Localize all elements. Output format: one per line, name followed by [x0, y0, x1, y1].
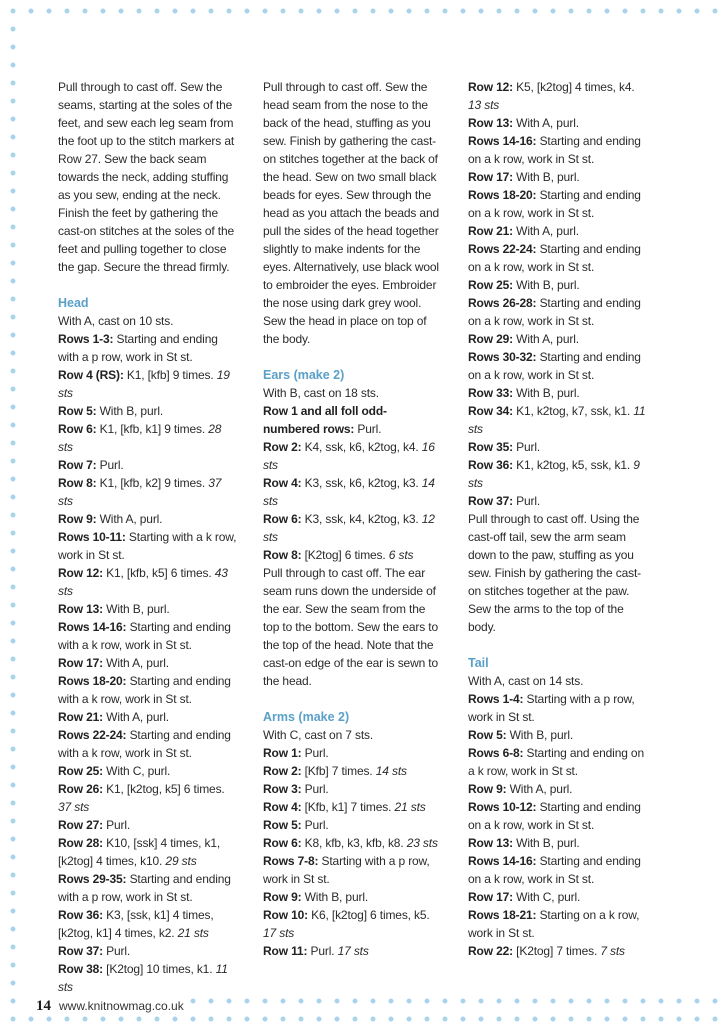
pattern-paragraph	[58, 780, 238, 816]
instruction-text: Starting and ending with a k row, work in St st.	[58, 674, 231, 706]
instruction-text: Starting and ending with a p row, work in St st.	[58, 332, 218, 364]
stitch-count: 37 sts	[58, 476, 222, 508]
pattern-paragraph	[468, 438, 648, 456]
instruction-text: Pull through to cast off. Using the cast-off tail, sew the arm seam down to the paw, stuffing as you sew. Finish by gathering the cast-on stitches together at the paw. Sew the arms to the top of the body.	[468, 512, 641, 634]
instruction-text: Pull through to cast off. Sew the head seam from the nose to the back of the head, stuffing as you sew. Finish by gathering the cast-on stitches together at the back of the head. Sew on two small black beads for eyes. Sew through the head as you attach the beads and pull the sides of the head together slightly to make indents for the eyes. Alternatively, use black wool to embroider the eyes. Embroider the nose using dark grey wool. Sew the head in place on top of the body.	[263, 80, 440, 346]
pattern-columns	[58, 78, 648, 996]
pattern-paragraph	[468, 294, 648, 330]
pattern-paragraph	[58, 402, 238, 420]
instruction-text: K1, [kfb, k5] 6 times.	[102, 566, 215, 580]
row-label: Row 37:	[468, 494, 513, 508]
row-label: Rows 18-20:	[468, 188, 537, 202]
pattern-paragraph	[263, 402, 443, 438]
pattern-paragraph	[58, 906, 238, 942]
instruction-text: K4, ssk, k6, k2tog, k4.	[301, 440, 422, 454]
instruction-text: Purl.	[354, 422, 382, 436]
pattern-paragraph	[58, 366, 238, 402]
row-label: Row 11:	[263, 944, 308, 958]
pattern-paragraph	[263, 78, 443, 348]
row-label: Row 21:	[58, 710, 103, 724]
page-footer	[28, 996, 190, 1016]
row-label: Row 4:	[263, 800, 302, 814]
row-label: Row 5:	[468, 728, 507, 742]
pattern-paragraph	[468, 240, 648, 276]
stitch-count: 29 sts	[165, 854, 197, 868]
instruction-text: With B, purl.	[506, 728, 574, 742]
row-label: Row 29:	[468, 332, 513, 346]
row-label: Row 17:	[468, 890, 513, 904]
row-label: Row 6:	[58, 422, 97, 436]
stitch-count: 16 sts	[263, 440, 435, 472]
row-label: Row 38:	[58, 962, 103, 976]
row-label: Row 37:	[58, 944, 103, 958]
pattern-paragraph	[58, 618, 238, 654]
pattern-paragraph	[468, 672, 648, 690]
instruction-text: Starting and ending with a k row, work in St st.	[58, 620, 231, 652]
pattern-paragraph	[58, 870, 238, 906]
row-label: Rows 10-11:	[58, 530, 126, 544]
instruction-text: Purl.	[102, 944, 131, 958]
pattern-paragraph	[468, 690, 648, 726]
row-label: Rows 6-8:	[468, 746, 524, 760]
stitch-count: 6 sts	[388, 548, 414, 562]
row-label: Row 5:	[263, 818, 302, 832]
instruction-text: With A, purl.	[102, 656, 169, 670]
pattern-paragraph	[263, 474, 443, 510]
instruction-text: Starting and ending on a k row, work in St st.	[468, 800, 641, 832]
instruction-text: Purl.	[301, 746, 329, 760]
row-label: Rows 14-16:	[468, 854, 537, 868]
row-label: Row 10:	[263, 908, 308, 922]
row-label: Row 13:	[468, 116, 513, 130]
instruction-text: With A, purl.	[102, 710, 169, 724]
pattern-paragraph	[468, 186, 648, 222]
row-label: Rows 14-16:	[468, 134, 537, 148]
instruction-text: With B, purl.	[512, 170, 580, 184]
magazine-url[interactable]: www.knitnowmag.co.uk	[59, 999, 184, 1013]
row-label: Row 13:	[58, 602, 103, 616]
row-label: Rows 30-32:	[468, 350, 537, 364]
pattern-paragraph	[58, 726, 238, 762]
instruction-text: Starting with a p row, work in St st.	[263, 854, 430, 886]
instruction-text: [K2tog] 6 times.	[301, 548, 389, 562]
instruction-text: Purl.	[512, 494, 541, 508]
pattern-paragraph	[468, 348, 648, 384]
instruction-text: Starting and ending on a k row, work in St st.	[468, 350, 641, 382]
row-label: Row 25:	[468, 278, 513, 292]
stitch-count: 21 sts	[177, 926, 209, 940]
row-label: Row 36:	[58, 908, 103, 922]
stitch-count: 14 sts	[375, 764, 407, 778]
instruction-text: Starting on a k row, work in St st.	[468, 908, 640, 940]
instruction-text: K1, [kfb, k1] 9 times.	[96, 422, 209, 436]
row-label: Row 25:	[58, 764, 103, 778]
row-label: Row 34:	[468, 404, 513, 418]
row-label: Rows 22-24:	[468, 242, 537, 256]
instruction-text: K8, kfb, k3, kfb, k8.	[301, 836, 407, 850]
instruction-text: [Kfb, k1] 7 times.	[301, 800, 395, 814]
instruction-text: Purl.	[512, 440, 541, 454]
row-label: Row 2:	[263, 440, 302, 454]
row-label: Rows 1-4:	[468, 692, 524, 706]
pattern-paragraph	[468, 384, 648, 402]
instruction-text: K1, [kfb] 9 times.	[123, 368, 217, 382]
row-label: Rows 14-16:	[58, 620, 127, 634]
row-label: Row 9:	[263, 890, 302, 904]
stitch-count: 17 sts	[263, 926, 295, 940]
pattern-paragraph	[468, 888, 648, 906]
instruction-text: Starting with a p row, work in St st.	[468, 692, 635, 724]
instruction-text: Starting and ending with a k row, work in St st.	[58, 728, 231, 760]
row-label: Row 2:	[263, 764, 302, 778]
instruction-text: K6, [k2tog] 6 times, k5.	[307, 908, 430, 922]
instruction-text: Purl.	[307, 944, 338, 958]
pattern-paragraph	[263, 744, 443, 762]
column-2	[263, 78, 443, 996]
instruction-text: [Kfb] 7 times.	[301, 764, 376, 778]
pattern-paragraph	[263, 816, 443, 834]
stitch-count: 14 sts	[263, 476, 435, 508]
row-label: Rows 7-8:	[263, 854, 319, 868]
pattern-paragraph	[58, 762, 238, 780]
row-label: Row 8:	[58, 476, 97, 490]
pattern-paragraph	[58, 600, 238, 618]
instruction-text: With B, purl.	[512, 836, 580, 850]
section-gap	[263, 690, 443, 708]
instruction-text: K1, k2tog, k7, ssk, k1.	[512, 404, 634, 418]
instruction-text: Purl.	[301, 782, 329, 796]
row-label: Row 12:	[468, 80, 513, 94]
pattern-paragraph	[468, 222, 648, 240]
pattern-paragraph	[468, 744, 648, 780]
stitch-count: 9 sts	[468, 458, 640, 490]
pattern-paragraph	[263, 384, 443, 402]
row-label: Row 28:	[58, 836, 103, 850]
section-gap	[263, 348, 443, 366]
section-gap	[468, 636, 648, 654]
row-label: Row 17:	[468, 170, 513, 184]
instruction-text: With B, purl.	[512, 278, 580, 292]
pattern-paragraph	[468, 942, 648, 960]
row-label: Rows 18-21:	[468, 908, 537, 922]
pattern-paragraph	[263, 546, 443, 564]
stitch-count: 12 sts	[263, 512, 435, 544]
pattern-paragraph	[468, 492, 648, 510]
row-label: Row 4 (RS):	[58, 368, 124, 382]
row-label: Row 36:	[468, 458, 513, 472]
instruction-text: K1, k2tog, k5, ssk, k1.	[512, 458, 634, 472]
instruction-text: Pull through to cast off. Sew the seams, starting at the soles of the feet, and sew each leg seam from the foot up to the stitch markers at Row 27. Sew the back seam towards the neck, adding stuffing as you sew, ending at the neck. Finish the feet by gathering the cast-on stitches at the soles of the feet and pulling together to close the gap. Secure the thread firmly.	[58, 80, 235, 274]
instruction-text: With A, purl.	[512, 332, 579, 346]
instruction-text: With B, purl.	[301, 890, 369, 904]
instruction-text: Purl.	[102, 818, 131, 832]
instruction-text: K1, [kfb, k2] 9 times.	[96, 476, 209, 490]
stitch-count: 13 sts	[468, 98, 500, 112]
instruction-text: With A, cast on 14 sts.	[468, 674, 584, 688]
pattern-paragraph	[468, 510, 648, 636]
row-label: Row 9:	[58, 512, 97, 526]
instruction-text: Pull through to cast off. The ear seam runs down the underside of the ear. Sew the seam from the top to the bottom. Sew the ears to the top of the head. Note that the cast-on edge of the ear is sewn to the head.	[263, 566, 439, 688]
row-label: Row 1:	[263, 746, 302, 760]
instruction-text: Purl.	[96, 458, 124, 472]
pattern-paragraph	[58, 420, 238, 456]
stitch-count: 37 sts	[58, 800, 90, 814]
pattern-paragraph	[263, 438, 443, 474]
section-heading: Arms (make 2)	[263, 710, 350, 724]
stitch-count: 7 sts	[600, 944, 625, 958]
pattern-paragraph	[263, 762, 443, 780]
pattern-paragraph	[263, 834, 443, 852]
instruction-text: K3, [ssk, k1] 4 times, [k2tog, k1] 4 times, k2.	[58, 908, 214, 940]
instruction-text: K1, [k2tog, k5] 6 times.	[102, 782, 225, 796]
instruction-text: Starting and ending on a k row, work in St st.	[468, 242, 641, 274]
instruction-text: K5, [k2tog] 4 times, k4.	[512, 80, 635, 94]
instruction-text: With B, purl.	[512, 386, 580, 400]
row-label: Rows 22-24:	[58, 728, 127, 742]
stitch-count: 11 sts	[468, 404, 646, 436]
instruction-text: With B, cast on 18 sts.	[263, 386, 379, 400]
instruction-text: K3, ssk, k4, k2tog, k3.	[301, 512, 422, 526]
pattern-paragraph	[263, 888, 443, 906]
row-label: Row 6:	[263, 512, 302, 526]
pattern-paragraph	[468, 834, 648, 852]
pattern-paragraph	[468, 906, 648, 942]
instruction-text: K3, ssk, k6, k2tog, k3.	[301, 476, 422, 490]
stitch-count: 19 sts	[58, 368, 230, 400]
pattern-paragraph	[263, 564, 443, 690]
row-label: Row 35:	[468, 440, 513, 454]
instruction-text: Purl.	[301, 818, 329, 832]
row-label: Row 8:	[263, 548, 302, 562]
section-gap	[58, 276, 238, 294]
column-3	[468, 78, 648, 996]
row-label: Rows 10-12:	[468, 800, 537, 814]
stitch-count: 28 sts	[58, 422, 222, 454]
pattern-paragraph	[58, 474, 238, 510]
row-label: Row 6:	[263, 836, 302, 850]
pattern-paragraph	[468, 132, 648, 168]
instruction-text: Starting and ending on a k row, work in St st.	[468, 134, 641, 166]
pattern-paragraph	[58, 834, 238, 870]
pattern-paragraph	[58, 942, 238, 960]
instruction-text: With A, purl.	[506, 782, 573, 796]
instruction-text: [K2tog] 10 times, k1.	[102, 962, 216, 976]
instruction-text: Starting and ending on a k row, work in St st.	[468, 854, 641, 886]
pattern-paragraph	[468, 780, 648, 798]
row-label: Row 22:	[468, 944, 513, 958]
pattern-paragraph	[468, 330, 648, 348]
stitch-count: 17 sts	[337, 944, 369, 958]
instruction-text: With B, purl.	[102, 602, 170, 616]
pattern-paragraph	[468, 78, 648, 114]
instruction-text: [K2tog] 7 times.	[512, 944, 601, 958]
pattern-paragraph	[58, 960, 238, 996]
page-sheet	[20, 14, 722, 996]
pattern-paragraph	[468, 276, 648, 294]
instruction-text: With A, cast on 10 sts.	[58, 314, 174, 328]
pattern-paragraph	[58, 654, 238, 672]
row-label: Row 3:	[263, 782, 302, 796]
row-label: Row 7:	[58, 458, 97, 472]
instruction-text: Starting and ending on a k row, work in St st.	[468, 746, 644, 778]
row-label: Rows 29-35:	[58, 872, 127, 886]
pattern-paragraph	[468, 726, 648, 744]
instruction-text: With B, purl.	[96, 404, 164, 418]
pattern-paragraph	[58, 312, 238, 330]
pattern-paragraph	[263, 942, 443, 960]
pattern-paragraph	[468, 456, 648, 492]
pattern-paragraph	[58, 510, 238, 528]
pattern-paragraph	[58, 330, 238, 366]
pattern-paragraph	[468, 402, 648, 438]
pattern-paragraph	[263, 906, 443, 942]
pattern-paragraph	[263, 510, 443, 546]
stitch-count: 21 sts	[394, 800, 426, 814]
pattern-paragraph	[58, 816, 238, 834]
instruction-text: Starting and ending on a k row, work in St st.	[468, 296, 641, 328]
row-label: Row 27:	[58, 818, 103, 832]
instruction-text: With C, purl.	[102, 764, 171, 778]
stitch-count: 11 sts	[58, 962, 228, 994]
row-label: Row 9:	[468, 782, 507, 796]
instruction-text: With A, purl.	[512, 224, 579, 238]
section-heading: Ears (make 2)	[263, 368, 345, 382]
row-label: Rows 26-28:	[468, 296, 537, 310]
pattern-paragraph	[58, 456, 238, 474]
pattern-paragraph	[58, 672, 238, 708]
row-label: Row 5:	[58, 404, 97, 418]
pattern-paragraph	[468, 114, 648, 132]
section-heading: Head	[58, 296, 89, 310]
row-label: Row 12:	[58, 566, 103, 580]
pattern-paragraph	[468, 168, 648, 186]
row-label: Row 33:	[468, 386, 513, 400]
stitch-count: 43 sts	[58, 566, 228, 598]
pattern-paragraph	[468, 798, 648, 834]
page-number: 14	[36, 997, 51, 1014]
row-label: Row 21:	[468, 224, 513, 238]
instruction-text: With C, cast on 7 sts.	[263, 728, 374, 742]
row-label: Row 17:	[58, 656, 103, 670]
pattern-paragraph	[263, 780, 443, 798]
instruction-text: Starting with a k row, work in St st.	[58, 530, 237, 562]
pattern-paragraph	[58, 564, 238, 600]
row-label: Rows 1-3:	[58, 332, 114, 346]
section-heading: Tail	[468, 656, 489, 670]
row-label: Row 4:	[263, 476, 302, 490]
pattern-paragraph	[468, 852, 648, 888]
instruction-text: Starting and ending with a p row, work in St st.	[58, 872, 231, 904]
instruction-text: With A, purl.	[96, 512, 163, 526]
pattern-paragraph	[58, 708, 238, 726]
row-label: Rows 18-20:	[58, 674, 127, 688]
pattern-paragraph	[58, 78, 238, 276]
row-label: Row 1 and all foll odd-numbered rows:	[263, 404, 387, 436]
instruction-text: Starting and ending on a k row, work in St st.	[468, 188, 641, 220]
instruction-text: With A, purl.	[512, 116, 579, 130]
stitch-count: 23 sts	[406, 836, 438, 850]
pattern-paragraph	[263, 798, 443, 816]
pattern-paragraph	[263, 852, 443, 888]
row-label: Row 13:	[468, 836, 513, 850]
instruction-text: With C, purl.	[512, 890, 581, 904]
row-label: Row 26:	[58, 782, 103, 796]
pattern-paragraph	[263, 726, 443, 744]
instruction-text: K10, [ssk] 4 times, k1, [k2tog] 4 times, k10.	[58, 836, 221, 868]
pattern-paragraph	[58, 528, 238, 564]
column-1	[58, 78, 238, 996]
